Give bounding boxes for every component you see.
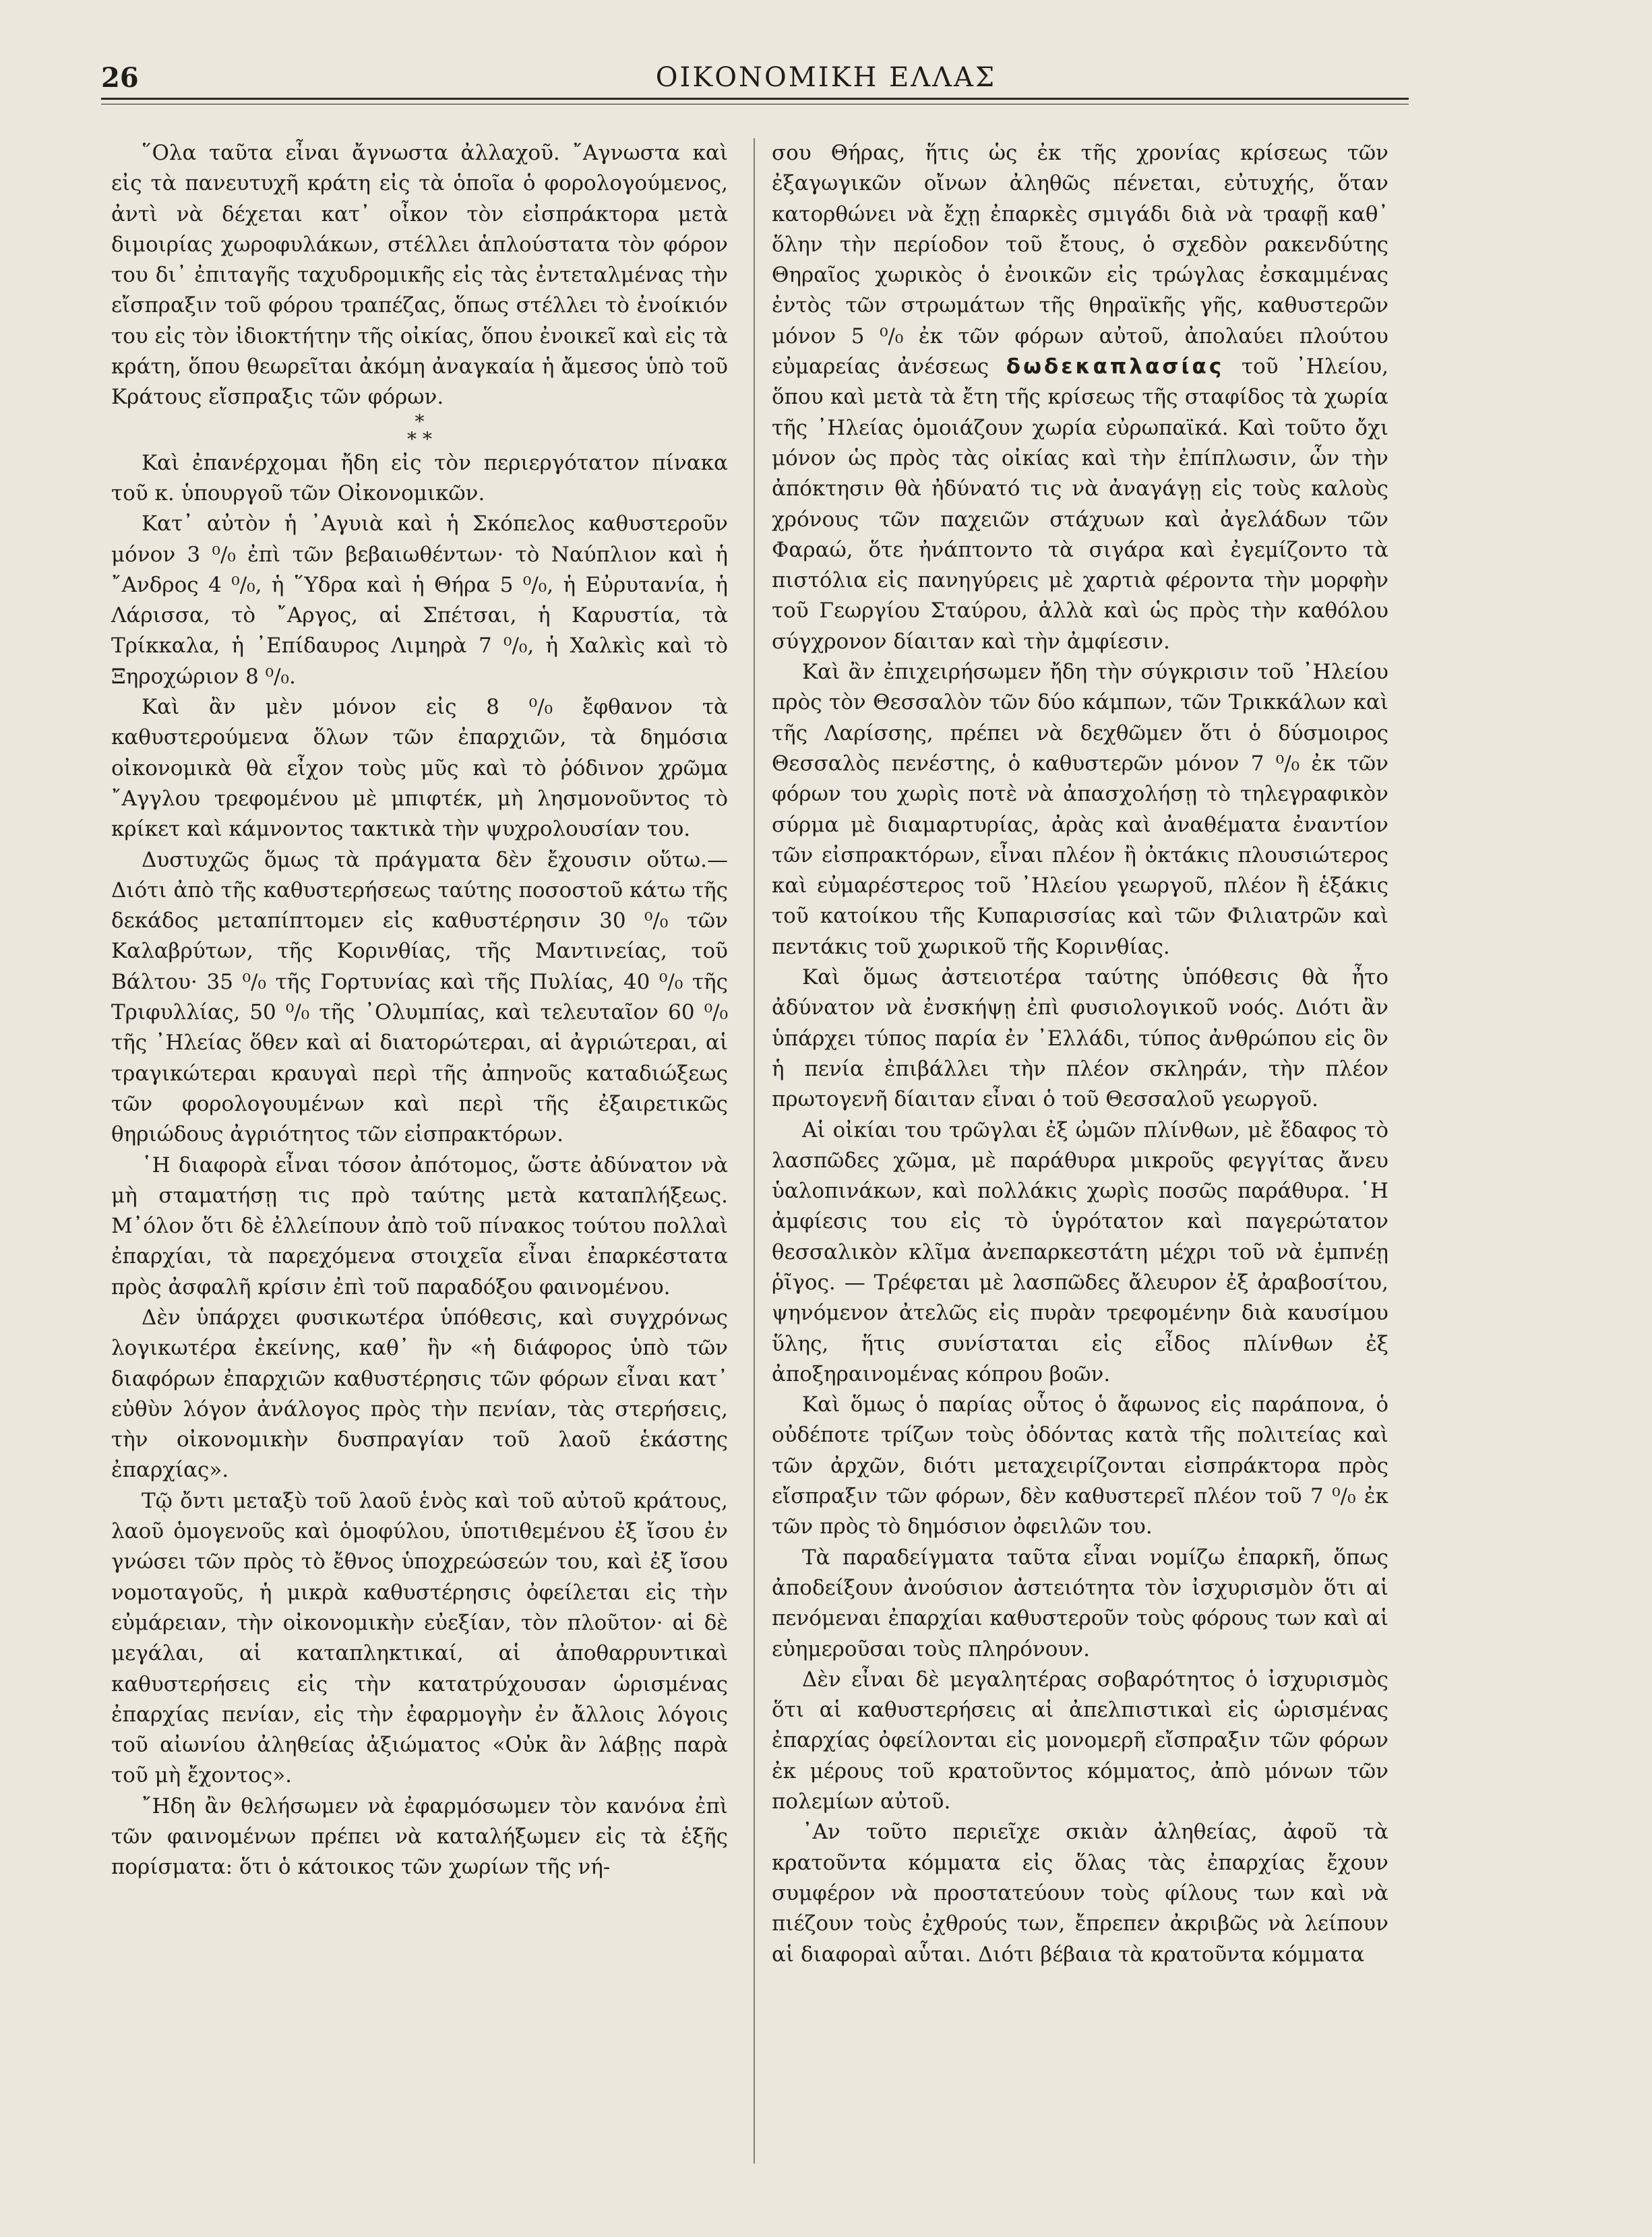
- text-run: σου Θήρας, ἥτις ὡς ἐκ τῆς χρονίας κρίσεως τῶν ἐξαγωγικῶν οἴνων ἀληθῶς πένεται, εὐτυχής, ὅταν κατορθώνει νὰ ἔχῃ ἐπαρκὲς σμιγάδι διὰ νὰ τραφῇ καθ᾽ ὅλην τὴν περίοδον τοῦ ἔτους, ὁ σχεδὸν ρακενδύτης Θηραῖος χωρικὸς ὁ ἐνοικῶν εἰς τρώγλας ἐσκαμμένας ἐντὸς τῶν στρωμάτων τῆς θηραϊκῆς γῆς, καθυστερῶν μόνον 5 ⁰/₀ ἐκ τῶν φόρων αὐτοῦ, ἀπολαύει πλούτου εὐμαρείας ἀνέσεως: [772, 141, 1388, 379]
- emphasized-word: δωδεκαπλασίας: [1006, 355, 1225, 379]
- paragraph: Καὶ ἐπανέρχομαι ἤδη εἰς τὸν περιεργότατον πίνακα τοῦ κ. ὑπουργοῦ τῶν Οἰκονομικῶν.: [111, 450, 728, 505]
- paragraph-continued: [772, 138, 1388, 657]
- paragraph: Τὰ παραδείγματα ταῦτα εἶναι νομίζω ἐπαρκῆ, ὅπως ἀποδείξουν ἀνούσιον ἀστειότητα τὸν ἰσχυρισμὸν ὅτι αἱ πενόμεναι ἐπαρχίαι καθυστεροῦν τοὺς φόρους των καὶ αἱ εὐημεροῦσαι τοὺς πληρόνουν.: [772, 1545, 1388, 1661]
- asterism-separator: * * *: [407, 410, 432, 450]
- text-run: τοῦ ᾽Ηλείου, ὅπου καὶ μετὰ τὰ ἔτη τῆς κρίσεως τῆς σταφίδος τὰ χωρία τῆς ᾽Ηλείας ὁμοιάζουν χωρία εὐρωπαϊκά. Καὶ τοῦτο ὄχι μόνον ὡς πρὸς τὰς οἰκίας καὶ τὴν ἐπίπλωσιν, ὧν τὴν ἀπόκτησιν θὰ ἠδύνατό τις νὰ ἀναγάγῃ εἰς τοὺς καλοὺς χρόνους τῶν παχειῶν στάχυων καὶ ἀγελάδων τῶν Φαραώ, ὅτε ἠνάπτοντο τὰ σιγάρα καὶ ἐγεμίζοντο τὰ πιστόλια εἰς πανηγύρεις μὲ χαρτιὰ φέροντα τὴν μορφὴν τοῦ Γεωργίου Σταύρου, ἀλλὰ καὶ ὡς πρὸς τὴν καθόλου σύγχρονον δίαιταν καὶ τὴν ἀμφίεσιν.: [772, 355, 1388, 654]
- left-column: [111, 138, 728, 1883]
- running-title: ΟΙΚΟΝΟΜΙΚΗ ΕΛΛΑΣ: [655, 62, 997, 93]
- right-column: [772, 138, 1388, 1970]
- paragraph: ῾Η διαφορὰ εἶναι τόσον ἀπότομος, ὥστε ἀδύνατον νὰ μὴ σταματήσῃ τις πρὸ ταύτης μετὰ καταπλήξεως. Μ᾽όλον ὅτι δὲ ἐλλείπουν ἀπὸ τοῦ πίνακος τούτου πολλαὶ ἐπαρχίαι, τὰ παρεχόμενα στοιχεῖα εἶναι ἐπαρκέστατα πρὸς ἀσφαλῆ κρίσιν ἐπὶ τοῦ παραδόξου φαινομένου.: [111, 1153, 728, 1299]
- paragraph: Αἱ οἰκίαι του τρῶγλαι ἐξ ὠμῶν πλίνθων, μὲ ἔδαφος τὸ λασπῶδες χῶμα, μὲ παράθυρα μικροῦς φεγγίτας ἄνευ ὑαλοπινάκων, καὶ πολλάκις χωρὶς ποσῶς παράθυρα. ῾Η ἀμφίεσις του εἰς τὸ ὑγρότατον καὶ παγερώτατον θεσσαλικὸν κλῖμα ἀνεπαρκεστάτη μέχρι τοῦ νὰ ἐμπνέῃ ῥῖγος. — Τρέφεται μὲ λασπῶδες ἄλευρον ἐξ ἀραβοσίτου, ψηνόμενον ἀτελῶς εἰς πυρὰν τρεφομένην διὰ καυσίμου ὕλης, ἥτις συνίσταται εἰς εἶδος πλίνθων ἐξ ἀποξηραινομένας κόπρου βοῶν.: [772, 1117, 1388, 1386]
- paragraph: ῎Ηδη ἂν θελήσωμεν νὰ ἐφαρμόσωμεν τὸν κανόνα ἐπὶ τῶν φαινομένων πρέπει νὰ καταλήξωμεν εἰς τὰ ἑξῆς πορίσματα: ὅτι ὁ κάτοικος τῶν χωρίων τῆς νή-: [111, 1794, 728, 1880]
- paragraph: Κατ᾽ αὐτὸν ἡ ᾽Αγυιὰ καὶ ἡ Σκόπελος καθυστεροῦν μόνον 3 ⁰/₀ ἐπὶ τῶν βεβαιωθέντων· τὸ Ναύπλιον καὶ ἡ ῎Ανδρος 4 ⁰/₀, ἡ ῞Υδρα καὶ ἡ Θήρα 5 ⁰/₀, ἡ Εὐρυτανία, ἡ Λάρισσα, τὸ ῎Αργος, αἱ Σπέτσαι, ἡ Καρυστία, τὰ Τρίκκαλα, ἡ ᾽Επίδαυρος Λιμηρὰ 7 ⁰/₀, ἡ Χαλκὶς καὶ τὸ Ξηροχώριον 8 ⁰/₀.: [111, 512, 728, 689]
- paragraph: Δὲν ὑπάρχει φυσικωτέρα ὑπόθεσις, καὶ συγχρόνως λογικωτέρα ἐκείνης, καθ᾽ ἣν «ἡ διάφορος ὑπὸ τῶν διαφόρων ἐπαρχιῶν καθυστέρησις τῶν φόρων εἶναι κατ᾽ εὐθὺν λόγον ἀνάλογος πρὸς τὴν πενίαν, τὰς στερήσεις, τὴν οἰκονομικὴν δυσπραγίαν τοῦ λαοῦ ἑκάστης ἐπαρχίας».: [111, 1305, 728, 1483]
- paragraph: ᾽Αν τοῦτο περιεῖχε σκιὰν ἀληθείας, ἀφοῦ τὰ κρατοῦντα κόμματα εἰς ὅλας τὰς ἐπαρχίας ἔχουν συμφέρον νὰ προστατεύουν τοὺς φίλους των καὶ νὰ πιέζουν τοὺς ἐχθρούς των, ἔπρεπεν ἀκριβῶς νὰ λείπουν αἱ διαφοραὶ αὗται. Διότι βέβαια τὰ κρατοῦντα κόμματα: [772, 1820, 1388, 1967]
- column-divider: [754, 138, 755, 2164]
- paragraph: Καὶ ὅμως ὁ παρίας οὗτος ὁ ἄφωνος εἰς παράπονα, ὁ οὐδέποτε τρίζων τοὺς ὀδόντας κατὰ τῆς πολιτείας καὶ τῶν ἀρχῶν, διότι μεταχειρίζονται εἰσπράκτορα πρὸς εἴσπραξιν τῶν φόρων, δὲν καθυστερεῖ πλέον τοῦ 7 ⁰/₀ ἐκ τῶν πρὸς τὸ δημόσιον ὀφειλῶν του.: [772, 1392, 1388, 1539]
- paragraph: Δὲν εἶναι δὲ μεγαλητέρας σοβαρότητος ὁ ἰσχυρισμὸς ὅτι αἱ καθυστερήσεις αἱ ἀπελπιστικαὶ εἰς ὡρισμένας ἐπαρχίας ὀφείλονται εἰς μονομερῆ εἴσπραξιν τῶν φόρων ἐκ μέρους τοῦ κρατοῦντος κόμματος, ἀπὸ μόνων τῶν πολεμίων αὐτοῦ.: [772, 1667, 1388, 1814]
- paragraph: Καὶ ὅμως ἀστειοτέρα ταύτης ὑπόθεσις θὰ ἦτο ἀδύνατον νὰ ἐνσκήψῃ ἐπὶ φυσιολογικοῦ νοός. Διότι ἂν ὑπάρχει τύπος παρία ἐν ᾽Ελλάδι, τύπος ἀνθρώπου εἰς ὃν ἡ πενία ἐπιβάλλει τὴν πλέον σκληράν, τὴν πλέον πρωτογενῆ δίαιταν εἶναι ὁ τοῦ Θεσσαλοῦ γεωργοῦ.: [772, 965, 1388, 1112]
- paragraph: Καὶ ἂν μὲν μόνον εἰς 8 ⁰/₀ ἔφθανον τὰ καθυστερούμενα ὅλων τῶν ἐπαρχιῶν, τὰ δημόσια οἰκονομικὰ θὰ εἶχον τοὺς μῦς καὶ τὸ ῥόδινον χρῶμα ῎Αγγλου τρεφομένου μὲ μπιφτέκ, μὴ λησμονοῦντος τὸ κρίκετ καὶ κάμνοντος τακτικὰ τὴν ψυχρολουσίαν του.: [111, 695, 728, 842]
- paragraph: Τῷ ὄντι μεταξὺ τοῦ λαοῦ ἑνὸς καὶ τοῦ αὐτοῦ κράτους, λαοῦ ὁμογενοῦς καὶ ὁμοφύλου, ὑποτιθεμένου ἐξ ἴσου ἐν γνώσει τῶν πρὸς τὸ ἔθνος ὑποχρεώσεών του, καὶ ἐξ ἴσου νομοταγοῦς, ἡ μικρὰ καθυστέρησις ὀφείλεται εἰς τὴν εὐμάρειαν, τὴν οἰκονομικὴν εὐεξίαν, τὸν πλοῦτον· αἱ δὲ μεγάλαι, αἱ καταπληκτικαί, αἱ ἀποθαρρυντικαὶ καθυστερήσεις εἰς τὴν κατατρύχουσαν ὡρισμένας ἐπαρχίας πενίαν, εἰς τὴν ἐφαρμογὴν ἐν ἄλλοις λόγοις τοῦ αἰωνίου ἀληθείας ἀξιώματος «Οὐκ ἂν λάβῃς παρὰ τοῦ μὴ ἔχοντος».: [111, 1488, 728, 1788]
- header-rule: [101, 98, 1409, 104]
- paragraph: Καὶ ἂν ἐπιχειρήσωμεν ἤδη τὴν σύγκρισιν τοῦ ᾽Ηλείου πρὸς τὸν Θεσσαλὸν τῶν δύο κάμπων, τῶν Τρικκάλων καὶ τῆς Λαρίσσης, πρέπει νὰ δεχθῶμεν ὅτι ὁ δύσμοιρος Θεσσαλὸς πενέστης, ὁ καθυστερῶν μόνον 7 ⁰/₀ ἐκ τῶν φόρων του χωρὶς ποτὲ νὰ ἀπασχολήσῃ τὸ τηλεγραφικὸν σύρμα μὲ διαμαρτυρίας, ἀρὰς καὶ ἀναθέματα ἐναντίον τῶν εἰσπρακτόρων, εἶναι πλέον ἢ ὀκτάκις πλουσιώτερος καὶ εὐμαρέστερος τοῦ ᾽Ηλείου γεωργοῦ, πλέον ἢ ἑξάκις τοῦ κατοίκου τῆς Κυπαρισσίας καὶ τῶν Φιλιατρῶν καὶ πεντάκις τοῦ χωρικοῦ τῆς Κορινθίας.: [772, 660, 1388, 959]
- paragraph: ῞Ολα ταῦτα εἶναι ἄγνωστα ἀλλαχοῦ. ῎Αγνωστα καὶ εἰς τὰ πανευτυχῆ κράτη εἰς τὰ ὁποῖα ὁ φορολογούμενος, ἀντὶ νὰ δέχεται κατ᾽ οἶκον τὸν εἰσπράκτορα μετὰ διμοιρίας χωροφυλάκων, στέλλει ἁπλούστατα τὸν φόρον του δι᾽ ἐπιταγῆς ταχυδρομικῆς εἰς τὰς ἐντεταλμένας τὴν εἴσπραξιν τοῦ φόρου τραπέζας, ὅπως στέλλει τὸ ἐνοίκιόν του εἰς τὸν ἰδιοκτήτην τῆς οἰκίας, ὅπου ἐνοικεῖ καὶ εἰς τὰ κράτη, ὅπου θεωρεῖται ἀκόμη ἀναγκαία ἡ ἄμεσος ὑπὸ τοῦ Κράτους εἴσπραξις τῶν φόρων.: [111, 141, 728, 410]
- page-number: 26: [101, 62, 139, 94]
- paragraph: Δυστυχῶς ὅμως τὰ πράγματα δὲν ἔχουσιν οὕτω.— Διότι ἀπὸ τῆς καθυστερήσεως ταύτης ποσοστοῦ κάτω τῆς δεκάδος μεταπίπτομεν εἰς καθυστέρησιν 30 ⁰/₀ τῶν Καλαβρύτων, τῆς Κορινθίας, τῆς Μαντινείας, τοῦ Βάλτου· 35 ⁰/₀ τῆς Γορτυνίας καὶ τῆς Πυλίας, 40 ⁰/₀ τῆς Τριφυλλίας, 50 ⁰/₀ τῆς ᾽Ολυμπίας, καὶ τελευταῖον 60 ⁰/₀ τῆς ᾽Ηλείας ὅθεν καὶ αἱ διατορώτεραι, αἱ ἀγριώτεραι, αἱ τραγικώτεραι κραυγαὶ περὶ τῆς ἀπηνοῦς καταδιώξεως τῶν φορολογουμένων καὶ περὶ τῆς ἐξαιρετικῶς θηριώδους ἀγριότητος τῶν εἰσπρακτόρων.: [111, 847, 728, 1147]
